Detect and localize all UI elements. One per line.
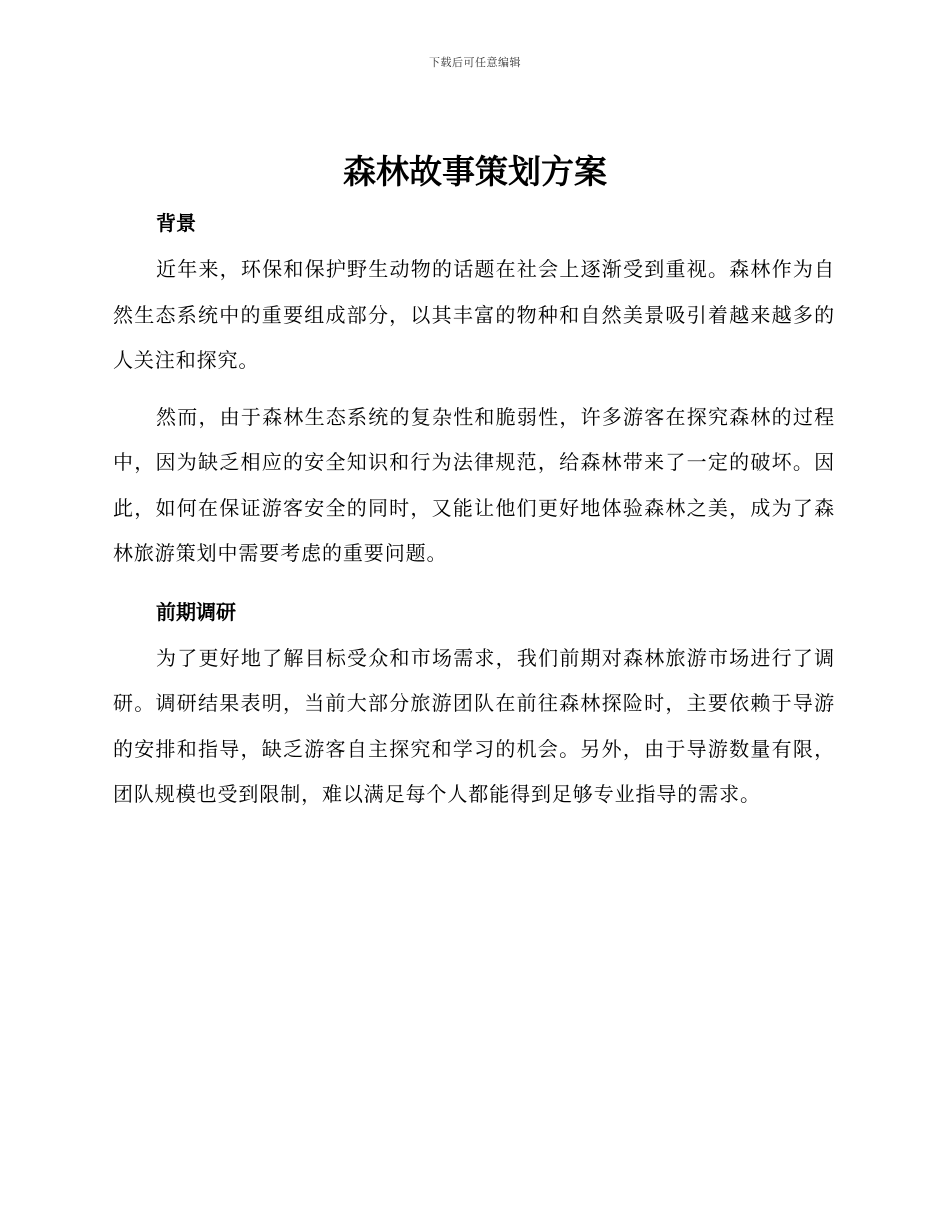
paragraph: 近年来，环保和保护野生动物的话题在社会上逐渐受到重视。森林作为自然生态系统中的重要组成部分，以其丰富的物种和自然美景吸引着越来越多的人关注和探究。 xyxy=(113,257,835,372)
header-note: 下载后可任意编辑 xyxy=(429,56,521,69)
section-heading: 前期调研 xyxy=(156,599,236,624)
document-body xyxy=(113,199,835,829)
document-title: 森林故事策划方案 xyxy=(343,152,607,191)
paragraph: 为了更好地了解目标受众和市场需求，我们前期对森林旅游市场进行了调研。调研结果表明，当前大部分旅游团队在前往森林探险时，主要依赖于导游的安排和指导，缺乏游客自主探究和学习的机会。另外，由于导游数量有限，团队规模也受到限制，难以满足每个人都能得到足够专业指导的需求。 xyxy=(113,645,835,806)
section-heading: 背景 xyxy=(156,211,196,235)
section-background xyxy=(113,199,835,577)
section-preliminary-research xyxy=(113,588,835,818)
paragraph: 然而，由于森林生态系统的复杂性和脆弱性，许多游客在探究森林的过程中，因为缺乏相应的安全知识和行为法律规范，给森林带来了一定的破坏。因此，如何在保证游客安全的同时，又能让他们更好地体验森林之美，成为了森林旅游策划中需要考虑的重要问题。 xyxy=(113,404,835,565)
